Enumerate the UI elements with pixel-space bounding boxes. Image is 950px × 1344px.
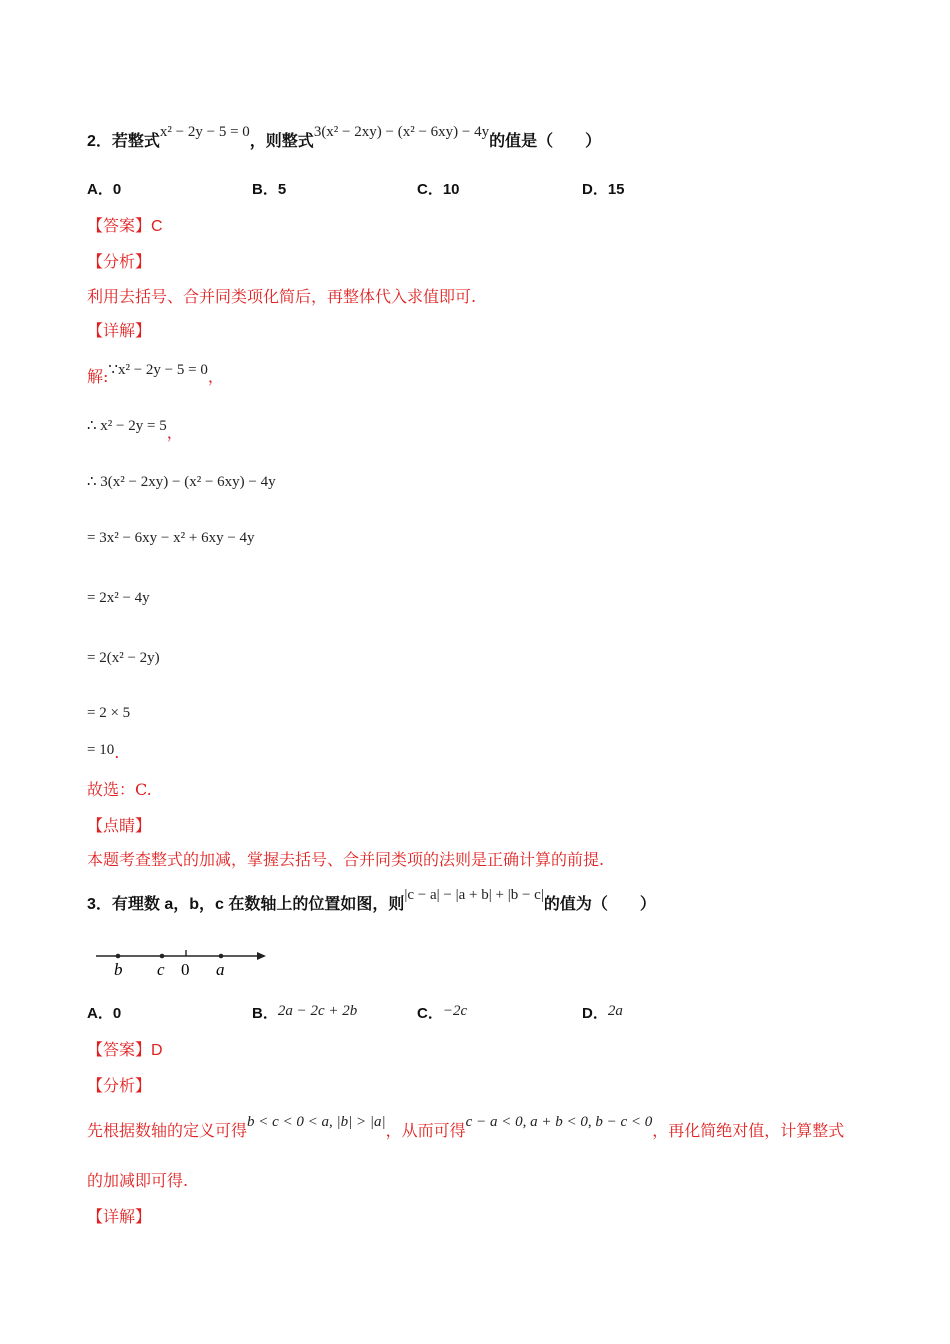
q3-option-a — [87, 1002, 121, 1023]
q2-answer — [87, 213, 163, 236]
q3-stem — [87, 887, 656, 914]
q3-option-c-math: −2c — [442, 1003, 468, 1019]
label-b: b — [114, 960, 123, 979]
q2-step-6: = 2(x² − 2y) — [87, 650, 160, 666]
q2-step-row-8 — [87, 739, 120, 762]
q3-analysis-prefix: 先根据数轴的定义可得 — [87, 1121, 248, 1140]
label-a: a — [216, 960, 225, 979]
q3-option-d-math: 2a — [607, 1003, 623, 1019]
q2-option-d: D．15 — [582, 181, 625, 198]
q2-step-7: = 2 × 5 — [87, 705, 131, 721]
q3-option-c-label: C． — [417, 1005, 443, 1022]
q2-step-4: = 3x² − 6xy − x² + 6xy − 4y — [87, 530, 255, 546]
q3-number-label: 3．有理数 a，b，c 在数轴上的位置如图，则 — [87, 896, 405, 913]
q3-option-b-math: 2a − 2c + 2b — [277, 1003, 358, 1019]
q3-analysis-mid: ，从而可得 — [385, 1121, 466, 1140]
q2-option-c: C．10 — [417, 181, 460, 198]
q3-analysis-line-1 — [87, 1114, 845, 1141]
q3-answer — [87, 1037, 163, 1060]
q2-solve-prefix: 解: — [87, 367, 109, 386]
q3-expression-math: |c − a| − |a + b| + |b − c| — [404, 887, 544, 903]
q2-comment-tag: 【点睛】 — [87, 816, 152, 835]
q2-step-row-2 — [87, 412, 183, 442]
q2-expression-math: 3(x² − 2xy) − (x² − 6xy) − 4y — [313, 124, 490, 140]
q2-step-2: ∴ x² − 2y = 5 — [87, 418, 167, 434]
q2-answer-value: C — [151, 218, 163, 235]
q2-step-8: = 10 — [87, 742, 115, 758]
q3-option-d — [582, 1002, 623, 1023]
q3-analysis-math-2: c − a < 0, a + b < 0, b − c < 0 — [465, 1114, 653, 1130]
q2-step-5: = 2x² − 4y — [87, 590, 150, 606]
q3-detail-tag: 【详解】 — [87, 1207, 152, 1226]
q2-choice-text: 故选：C. — [87, 780, 152, 799]
q2-analysis-tag: 【分析】 — [87, 252, 152, 271]
label-zero: 0 — [181, 960, 190, 979]
point-b-dot — [116, 954, 121, 959]
point-c-dot — [160, 954, 165, 959]
q2-option-a: A．0 — [87, 181, 122, 198]
q3-option-a-label: A．0 — [87, 1005, 122, 1022]
q3-answer-value: D — [151, 1042, 163, 1059]
number-line-arrow-icon — [257, 952, 266, 960]
point-a-dot — [219, 954, 224, 959]
q2-mid-text: ，则整式 — [249, 133, 314, 150]
q2-step-1-comma: ， — [207, 367, 224, 386]
q2-analysis-text: 利用去括号、合并同类项化简后，再整体代入求值即可. — [87, 287, 477, 306]
q3-tail-text: 的值为（ ） — [543, 896, 656, 913]
q3-answer-tag: 【答案】 — [87, 1040, 152, 1059]
q3-option-c — [417, 1002, 467, 1023]
q2-stem — [87, 124, 602, 151]
q3-analysis-math-1: b < c < 0 < a, |b| > |a| — [247, 1114, 386, 1130]
q3-analysis-tag: 【分析】 — [87, 1076, 152, 1095]
q2-number-label: 2．若整式 — [87, 133, 160, 150]
q3-analysis-line-2: 的加减即可得. — [87, 1171, 189, 1190]
q2-step-2-comma: ， — [166, 423, 183, 442]
q3-option-b — [252, 1002, 357, 1023]
q2-condition-math: x² − 2y − 5 = 0 — [159, 124, 250, 140]
q2-step-1: ∵x² − 2y − 5 = 0 — [108, 362, 208, 378]
q2-step-row-1 — [87, 356, 224, 386]
q2-answer-tag: 【答案】 — [87, 216, 152, 235]
q3-number-line — [90, 942, 270, 984]
label-c: c — [157, 960, 165, 979]
q2-option-b: B．5 — [252, 181, 287, 198]
q2-comment-text: 本题考查整式的加减，掌握去括号、合并同类项的法则是正确计算的前提. — [87, 850, 605, 869]
q2-tail-text: 的值是（ ） — [489, 133, 602, 150]
q2-step-8-period: . — [114, 743, 120, 762]
q3-option-b-label: B． — [252, 1005, 278, 1022]
q2-step-3: ∴ 3(x² − 2xy) − (x² − 6xy) − 4y — [87, 474, 276, 490]
q2-detail-tag: 【详解】 — [87, 321, 152, 340]
q3-analysis-suffix: ，再化简绝对值，计算整式 — [652, 1121, 845, 1140]
q3-option-d-label: D． — [582, 1005, 608, 1022]
